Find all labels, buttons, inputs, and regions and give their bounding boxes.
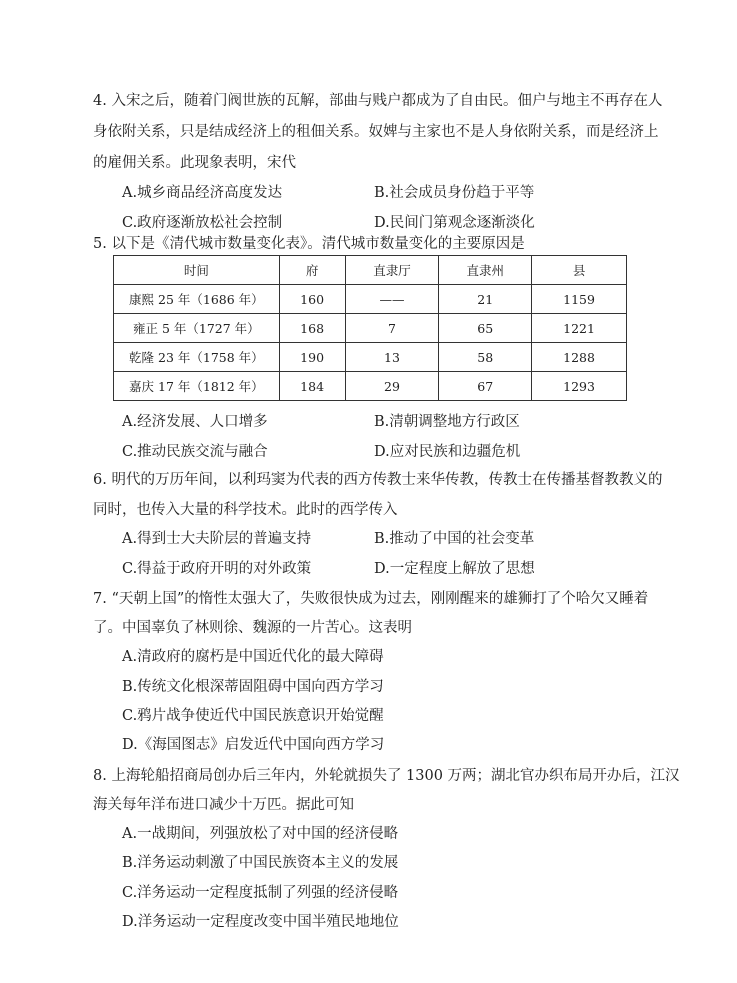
- table-row: [114, 314, 627, 343]
- q5-city-count-table: [113, 255, 627, 401]
- table-cell: 7: [345, 314, 439, 343]
- q5-option-a: A.经济发展、人口增多: [122, 414, 268, 430]
- table-cell: 190: [279, 343, 345, 372]
- table-cell: ——: [345, 285, 439, 314]
- q4-option-b: B.社会成员身份趋于平等: [374, 185, 535, 201]
- table-cell: 67: [439, 372, 532, 401]
- q8-option-c: C.洋务运动一定程度抵制了列强的经济侵略: [122, 885, 399, 901]
- table-header-cell: 时间: [114, 256, 280, 285]
- table-header-cell: 府: [279, 256, 345, 285]
- table-cell: 184: [279, 372, 345, 401]
- q8-option-a: A.一战期间，列强放松了对中国的经济侵略: [122, 826, 399, 842]
- q8-option-b: B.洋务运动刺激了中国民族资本主义的发展: [122, 855, 399, 871]
- q5-option-b: B.清朝调整地方行政区: [374, 414, 520, 430]
- table-header-row: [114, 256, 627, 285]
- q7-option-c: C.鸦片战争使近代中国民族意识开始觉醒: [122, 708, 384, 724]
- table-cell: 1221: [532, 314, 627, 343]
- table-header-cell: 县: [532, 256, 627, 285]
- q7-option-d: D.《海国图志》启发近代中国向西方学习: [122, 737, 385, 753]
- q4-stem-line-3: 的雇佣关系。此现象表明，宋代: [93, 155, 296, 171]
- table-cell: 嘉庆 17 年（1812 年）: [114, 372, 280, 401]
- q8-stem-line-1: 8. 上海轮船招商局创办后三年内，外轮就损失了 1300 万两；湖北官办织布局开办后，江汉: [93, 768, 680, 784]
- q4-option-c: C.政府逐渐放松社会控制: [122, 215, 283, 231]
- table-row: [114, 343, 627, 372]
- q8-stem-line-2: 海关每年洋布进口减少十万匹。据此可知: [93, 797, 354, 813]
- table-cell: 1159: [532, 285, 627, 314]
- q7-option-b: B.传统文化根深蒂固阻碍中国向西方学习: [122, 679, 384, 695]
- table-cell: 1288: [532, 343, 627, 372]
- table-cell: 58: [439, 343, 532, 372]
- q6-stem-line-1: 6. 明代的万历年间，以利玛窦为代表的西方传教士来华传教，传教士在传播基督教教义的: [93, 472, 663, 488]
- q6-option-d: D.一定程度上解放了思想: [374, 561, 535, 577]
- table-cell: 康熙 25 年（1686 年）: [114, 285, 280, 314]
- table-cell: 160: [279, 285, 345, 314]
- q4-option-d: D.民间门第观念逐渐淡化: [374, 215, 535, 231]
- table-cell: 13: [345, 343, 439, 372]
- table-cell: 29: [345, 372, 439, 401]
- q7-stem-line-2: 了。中国辜负了林则徐、魏源的一片苦心。这表明: [93, 620, 412, 636]
- table-header-cell: 直隶厅: [345, 256, 439, 285]
- q4-option-a: A.城乡商品经济高度发达: [122, 185, 283, 201]
- table-cell: 65: [439, 314, 532, 343]
- table-cell: 雍正 5 年（1727 年）: [114, 314, 280, 343]
- q7-stem-line-1: 7. “天朝上国”的惰性太强大了，失败很快成为过去，刚刚醒来的雄狮打了个哈欠又睡着: [93, 591, 649, 607]
- q5-stem-line-1: 5. 以下是《清代城市数量变化表》。清代城市数量变化的主要原因是: [93, 236, 525, 252]
- q6-option-b: B.推动了中国的社会变革: [374, 531, 535, 547]
- table-cell: 21: [439, 285, 532, 314]
- q4-stem-line-1: 4. 入宋之后，随着门阀世族的瓦解，部曲与贱户都成为了自由民。佃户与地主不再存在人: [93, 93, 663, 109]
- table-cell: 乾隆 23 年（1758 年）: [114, 343, 280, 372]
- q8-option-d: D.洋务运动一定程度改变中国半殖民地地位: [122, 914, 399, 930]
- q6-option-c: C.得益于政府开明的对外政策: [122, 561, 312, 577]
- q4-stem-line-2: 身依附关系，只是结成经济上的租佃关系。奴婢与主家也不是人身依附关系，而是经济上: [93, 124, 659, 140]
- q6-option-a: A.得到士大夫阶层的普遍支持: [122, 531, 312, 547]
- table-row: [114, 372, 627, 401]
- table-header-cell: 直隶州: [439, 256, 532, 285]
- q5-option-c: C.推动民族交流与融合: [122, 444, 268, 460]
- q7-option-a: A.清政府的腐朽是中国近代化的最大障碍: [122, 649, 384, 665]
- table-row: [114, 285, 627, 314]
- q6-stem-line-2: 同时，也传入大量的科学技术。此时的西学传入: [93, 502, 398, 518]
- table-cell: 1293: [532, 372, 627, 401]
- q5-option-d: D.应对民族和边疆危机: [374, 444, 521, 460]
- table-cell: 168: [279, 314, 345, 343]
